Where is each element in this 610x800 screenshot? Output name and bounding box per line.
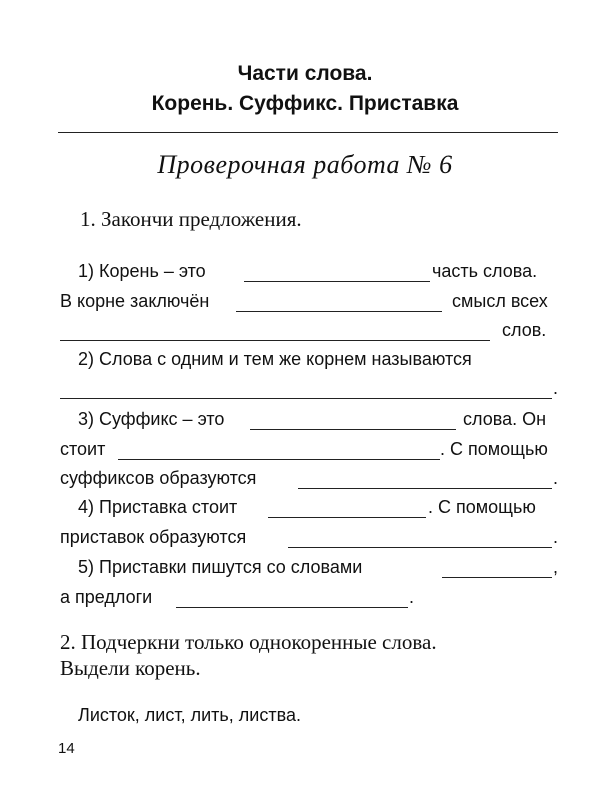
item-1-text-b: часть слова. xyxy=(432,261,538,281)
item-1-blank-1[interactable] xyxy=(244,281,430,282)
task-1-heading: 1. Закончи предложения. xyxy=(80,207,302,231)
item-1-text-d: смысл всех xyxy=(452,291,548,311)
item-4-blank-1[interactable] xyxy=(268,517,426,518)
header-divider xyxy=(58,132,558,133)
item-5-text-b: , xyxy=(553,557,559,577)
item-3-end: . xyxy=(553,468,559,488)
item-4-text-c: приставок образуются xyxy=(60,527,247,547)
page-number: 14 xyxy=(58,740,75,757)
item-1-blank-2[interactable] xyxy=(236,311,442,312)
item-2-blank[interactable] xyxy=(60,398,552,399)
item-1-text-e: слов. xyxy=(502,320,547,340)
item-2-end: . xyxy=(553,378,559,398)
title-line-2: Корень. Суффикс. Приставка xyxy=(151,92,459,115)
item-3-text-c: стоит xyxy=(60,439,106,459)
item-2-text-a: 2) Слова с одним и тем же корнем называются xyxy=(78,349,472,369)
item-4-text-b: . С помощью xyxy=(428,497,536,517)
item-3-text-e: суффиксов образуются xyxy=(60,468,257,488)
item-3-blank-1[interactable] xyxy=(250,429,456,430)
item-1-text-a: 1) Корень – это xyxy=(78,261,206,281)
item-5-blank-1[interactable] xyxy=(442,577,552,578)
item-5-text-a: 5) Приставки пишутся со словами xyxy=(78,557,363,577)
title-line-1: Части слова. xyxy=(237,62,373,85)
task-2-word-list: Листок, лист, лить, листва. xyxy=(78,705,301,725)
item-5-blank-2[interactable] xyxy=(176,607,408,608)
item-5-text-c: а предлоги xyxy=(60,587,153,607)
item-1-text-c: В корне заключён xyxy=(60,291,210,311)
item-3-blank-2[interactable] xyxy=(118,459,440,460)
task-2-heading-line-1: 2. Подчеркни только однокоренные слова. xyxy=(60,630,437,654)
item-4-text-a: 4) Приставка стоит xyxy=(78,497,238,517)
task-2-heading-line-2: Выдели корень. xyxy=(60,656,201,680)
item-3-text-a: 3) Суффикс – это xyxy=(78,409,225,429)
item-3-text-b: слова. Он xyxy=(463,409,547,429)
item-4-end: . xyxy=(553,527,559,547)
item-1-blank-3[interactable] xyxy=(60,340,490,341)
item-4-blank-2[interactable] xyxy=(288,547,552,548)
item-5-end: . xyxy=(409,587,415,607)
item-3-blank-3[interactable] xyxy=(298,488,552,489)
worksheet-subtitle: Проверочная работа № 6 xyxy=(157,150,453,179)
item-3-text-d: . С помощью xyxy=(440,439,548,459)
